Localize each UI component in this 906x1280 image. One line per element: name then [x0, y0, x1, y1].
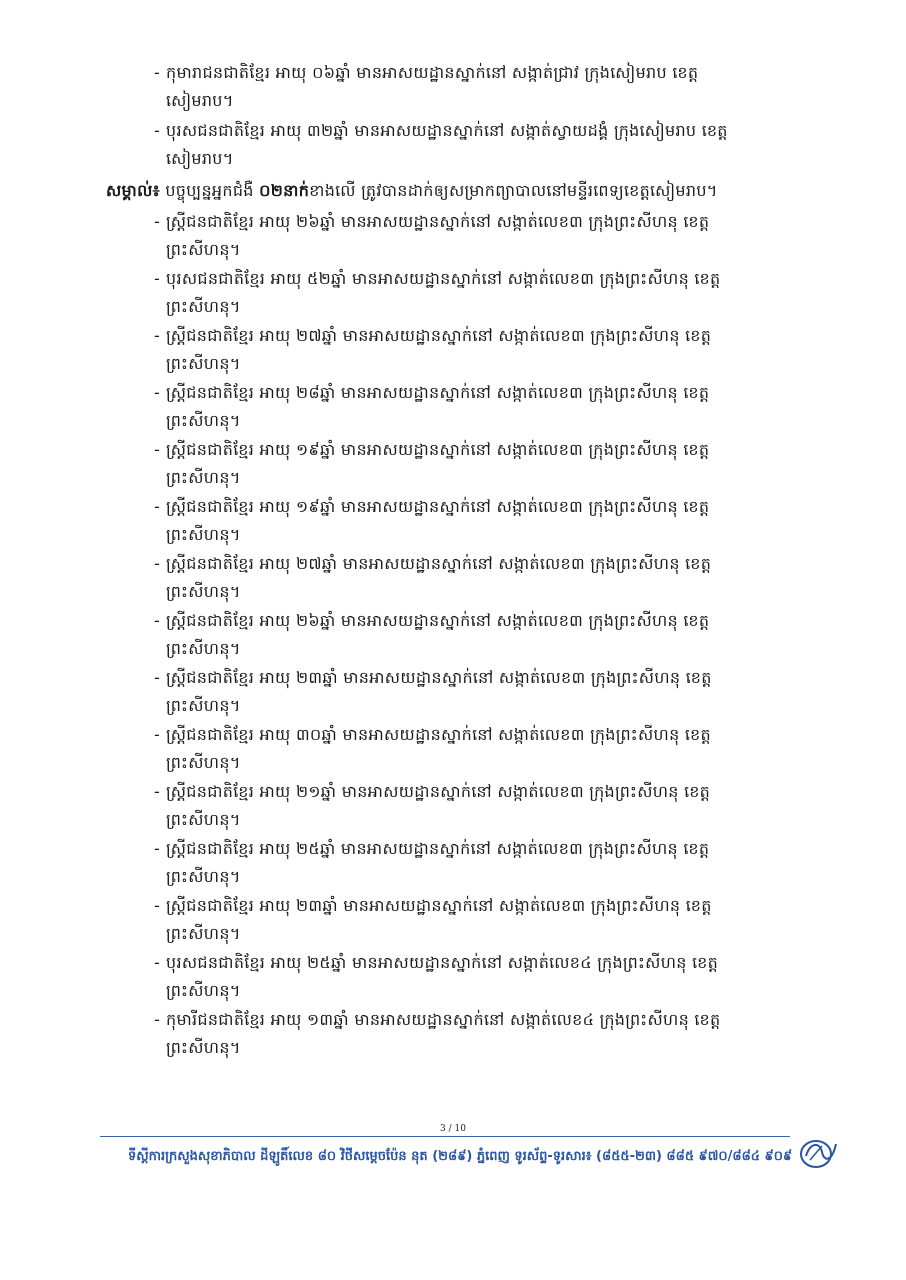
top-list-item-line2: សៀមរាប។ [166, 149, 234, 168]
patient-item-line1: ស្ត្រីជនជាតិខ្មែរ អាយុ ២៣ឆ្នាំ មានអាសយដ្ឋានស្នាក់នៅ សង្កាត់លេខ៣ ក្រុងព្រះសីហនុ ខេត្ត [166, 896, 712, 915]
patient-item-bullet: - [154, 497, 160, 516]
note-count: ០២នាក់ [259, 181, 310, 200]
ministry-logo-icon [796, 1134, 840, 1172]
patient-item-bullet: - [154, 953, 160, 972]
patient-item-line1: ស្ត្រីជនជាតិខ្មែរ អាយុ ២៦ឆ្នាំ មានអាសយដ្ឋានស្នាក់នៅ សង្កាត់លេខ៣ ក្រុងព្រះសីហនុ ខេត្ត [166, 212, 710, 231]
patient-item-line1: ស្ត្រីជនជាតិខ្មែរ អាយុ ២១ឆ្នាំ មានអាសយដ្ឋានស្នាក់នៅ សង្កាត់លេខ៣ ក្រុងព្រះសីហនុ ខេត្ត [166, 782, 711, 801]
patient-item-bullet: - [154, 326, 160, 345]
patient-item-line1: ស្ត្រីជនជាតិខ្មែរ អាយុ ២៨ឆ្នាំ មានអាសយដ្ឋានស្នាក់នៅ សង្កាត់លេខ៣ ក្រុងព្រះសីហនុ ខេត្ត [166, 383, 710, 402]
top-list-item-line1: បុរសជនជាតិខ្មែរ អាយុ ៣២ឆ្នាំ មានអាសយដ្ឋានស្នាក់នៅ សង្កាត់ស្វាយដង្គំ ក្រុងសៀមរាប ខេត្ត [166, 121, 728, 140]
patient-item-bullet: - [154, 1010, 160, 1029]
patient-item-line1: បុរសជនជាតិខ្មែរ អាយុ ៥២ឆ្នាំ មានអាសយដ្ឋានស្នាក់នៅ សង្កាត់លេខ៣ ក្រុងព្រះសីហនុ ខេត្ត [166, 269, 721, 288]
patient-item-line2: ព្រះសីហនុ។ [166, 867, 241, 886]
footer-address: ទីស្តីការក្រសួងសុខាភិបាល ដីឡូតិ៍លេខ ៨០ វិថីសម្តេចប៉ែន នុត (២៨៩) ភ្នំពេញ ទូរស័ព្ទ-ទូរសារ៖ (៨៥៥-២៣) ៨៨៥ ៩៧០/៨៨៤ ៩០៩ [128, 1149, 793, 1164]
patient-item-line2: ព្រះសីហនុ។ [166, 411, 241, 430]
patient-item-line1: ស្ត្រីជនជាតិខ្មែរ អាយុ ៣០ឆ្នាំ មានអាសយដ្ឋានស្នាក់នៅ សង្កាត់លេខ៣ ក្រុងព្រះសីហនុ ខេត្ត [166, 725, 711, 744]
top-list-item-line2: សៀមរាប។ [166, 91, 234, 110]
patient-item-line2: ព្រះសីហនុ។ [166, 582, 241, 601]
note-line [106, 180, 718, 202]
patient-item-bullet: - [154, 383, 160, 402]
footer-divider [100, 1136, 790, 1137]
patient-item-line2: ព្រះសីហនុ។ [166, 639, 241, 658]
top-list-item-line1: កុមារាជនជាតិខ្មែរ អាយុ ០៦ឆ្នាំ មានអាសយដ្ឋានស្នាក់នៅ សង្កាត់ជ្រាវ ក្រុងសៀមរាប ខេត្ត [166, 63, 699, 82]
patient-item-bullet: - [154, 269, 160, 288]
patient-item-line1: ស្ត្រីជនជាតិខ្មែរ អាយុ ១៩ឆ្នាំ មានអាសយដ្ឋានស្នាក់នៅ សង្កាត់លេខ៣ ក្រុងព្រះសីហនុ ខេត្ត [166, 497, 710, 516]
top-list-item-bullet: - [154, 63, 160, 82]
patient-item-bullet: - [154, 440, 160, 459]
patient-item-bullet: - [154, 725, 160, 744]
patient-item-bullet: - [154, 611, 160, 630]
patient-item-line1: ស្ត្រីជនជាតិខ្មែរ អាយុ ១៩ឆ្នាំ មានអាសយដ្ឋានស្នាក់នៅ សង្កាត់លេខ៣ ក្រុងព្រះសីហនុ ខេត្ត [166, 440, 710, 459]
patient-item-bullet: - [154, 668, 160, 687]
patient-item-bullet: - [154, 896, 160, 915]
patient-item-line1: ស្ត្រីជនជាតិខ្មែរ អាយុ ២៧ឆ្នាំ មានអាសយដ្ឋានស្នាក់នៅ សង្កាត់លេខ៣ ក្រុងព្រះសីហនុ ខេត្ត [166, 326, 712, 345]
patient-item-line2: ព្រះសីហនុ។ [166, 525, 241, 544]
page-number: 3 / 10 [440, 1124, 466, 1134]
patient-item-line2: ព្រះសីហនុ។ [166, 696, 241, 715]
patient-item-line1: បុរសជនជាតិខ្មែរ អាយុ ២៥ឆ្នាំ មានអាសយដ្ឋានស្នាក់នៅ សង្កាត់លេខ៤ ក្រុងព្រះសីហនុ ខេត្ត [166, 953, 719, 972]
patient-item-bullet: - [154, 782, 160, 801]
patient-item-line2: ព្រះសីហនុ។ [166, 240, 241, 259]
patient-item-line2: ព្រះសីហនុ។ [166, 468, 241, 487]
patient-item-line2: ព្រះសីហនុ។ [166, 810, 241, 829]
patient-item-bullet: - [154, 212, 160, 231]
patient-item-line2: ព្រះសីហនុ។ [166, 297, 241, 316]
note-label: សម្គាល់៖ [106, 181, 160, 200]
patient-item-line2: ព្រះសីហនុ។ [166, 981, 241, 1000]
top-list-item-bullet: - [154, 121, 160, 140]
patient-item-bullet: - [154, 839, 160, 858]
patient-item-line1: ស្ត្រីជនជាតិខ្មែរ អាយុ ២៦ឆ្នាំ មានអាសយដ្ឋានស្នាក់នៅ សង្កាត់លេខ៣ ក្រុងព្រះសីហនុ ខេត្ត [166, 611, 710, 630]
patient-item-line2: ព្រះសីហនុ។ [166, 753, 241, 772]
patient-item-line1: កុមារីជនជាតិខ្មែរ អាយុ ១៣ឆ្នាំ មានអាសយដ្ឋានស្នាក់នៅ សង្កាត់លេខ៤ ក្រុងព្រះសីហនុ ខេត្ត [166, 1010, 721, 1029]
patient-item-line2: ព្រះសីហនុ។ [166, 924, 241, 943]
patient-item-line2: ព្រះសីហនុ។ [166, 354, 241, 373]
patient-item-line1: ស្ត្រីជនជាតិខ្មែរ អាយុ ២៣ឆ្នាំ មានអាសយដ្ឋានស្នាក់នៅ សង្កាត់លេខ៣ ក្រុងព្រះសីហនុ ខេត្ត [166, 668, 712, 687]
patient-item-line1: ស្ត្រីជនជាតិខ្មែរ អាយុ ២៧ឆ្នាំ មានអាសយដ្ឋានស្នាក់នៅ សង្កាត់លេខ៣ ក្រុងព្រះសីហនុ ខេត្ត [166, 554, 712, 573]
note-text-before: បច្ចុប្បន្នអ្នកជំងឺ [159, 181, 260, 200]
note-text-after: ខាងលើ ត្រូវបានដាក់ឲ្យសម្រាកព្យាបាលនៅមន្ទីរពេទ្យខេត្តសៀមរាប។ [309, 181, 718, 200]
patient-item-line1: ស្ត្រីជនជាតិខ្មែរ អាយុ ២៥ឆ្នាំ មានអាសយដ្ឋានស្នាក់នៅ សង្កាត់លេខ៣ ក្រុងព្រះសីហនុ ខេត្ត [166, 839, 710, 858]
patient-item-bullet: - [154, 554, 160, 573]
patient-item-line2: ព្រះសីហនុ។ [166, 1038, 241, 1057]
